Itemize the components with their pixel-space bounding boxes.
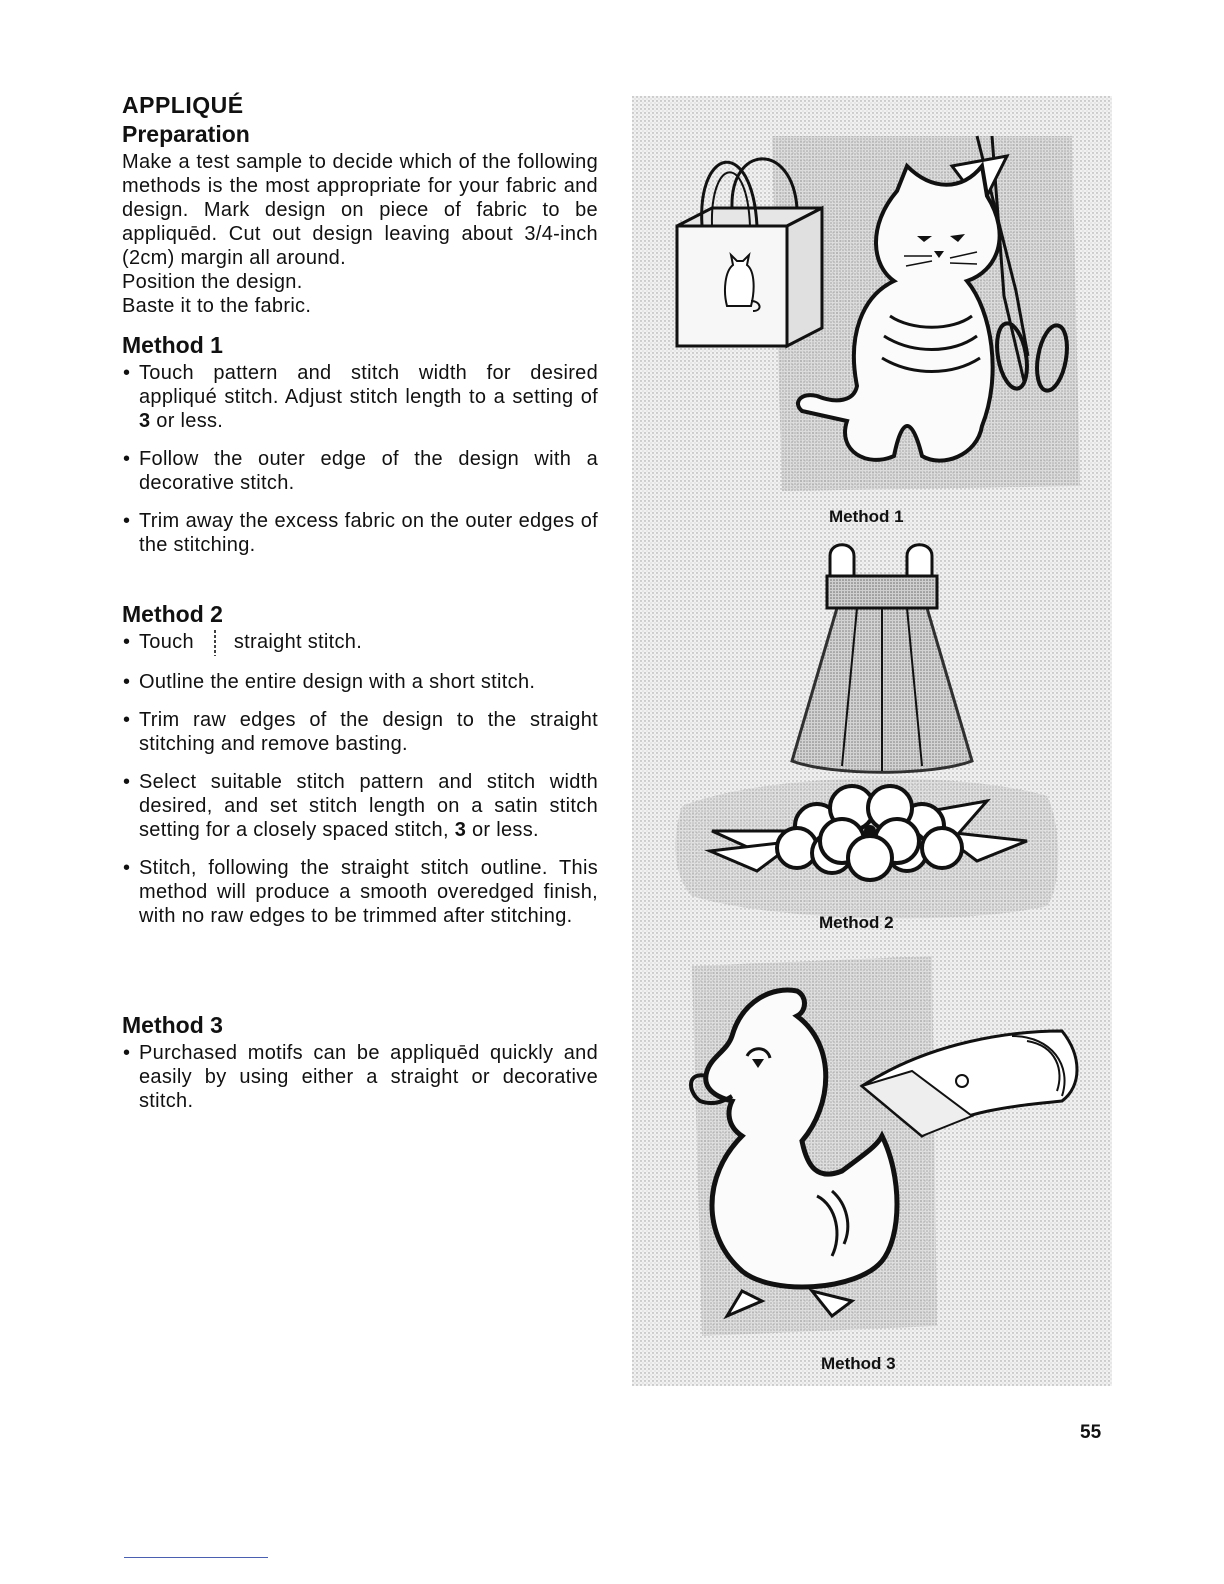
preparation-line-position: Position the design.: [122, 271, 303, 293]
method1-bullet-1-tail: or less.: [150, 410, 224, 432]
applique-illustrations: [632, 96, 1112, 1386]
method2-bullet-4-text: Select suitable stitch pattern and stitch width desired, and set stitch length on a satin stitch setting for a closely spaced stitch,: [139, 771, 598, 841]
method1-heading: Method 1: [122, 332, 223, 358]
method3-bullet-1: • Purchased motifs can be appliquēd quickly and easily by using either a straight or decorative stitch.: [122, 1041, 598, 1113]
method1-bullet-1-value: 3: [139, 410, 151, 432]
text-column: [122, 92, 598, 1127]
method1-bullet-1-text: Touch pattern and stitch width for desired appliqué stitch. Adjust stitch length to a setting of: [139, 362, 598, 408]
method2-bullet-4: [122, 770, 598, 842]
method2-caption: Method 2: [819, 913, 894, 932]
method2-bullet-1: [122, 630, 598, 656]
method1-bullet-1: [122, 361, 598, 433]
method2-bullet-5: • Stitch, following the straight stitch outline. This method will produce a smooth overedged finish, with no raw edges to be trimmed after stitching.: [122, 856, 598, 928]
method3-list: [122, 1041, 598, 1113]
method1-bullet-3: • Trim away the excess fabric on the outer edges of the stitching.: [122, 509, 598, 557]
method1-bullet-2: • Follow the outer edge of the design with a decorative stitch.: [122, 447, 598, 495]
method2-bullet-3: • Trim raw edges of the design to the straight stitching and remove basting.: [122, 708, 598, 756]
method2-bullet-1-tail: straight stitch.: [233, 631, 363, 653]
preparation-line-baste: Baste it to the fabric.: [122, 295, 312, 317]
method2-bullet-1-text: Touch: [139, 631, 194, 653]
method2-bullet-4-tail: or less.: [466, 819, 539, 841]
footnote-rule: [124, 1557, 268, 1558]
page-title: APPLIQUÉ: [122, 92, 244, 118]
preparation-body: Make a test sample to decide which of the following methods is the most appropriate for your fabric and design. Mark design on piece of fabric to be appliquēd. Cut out design leaving about 3/4-inch (2cm) margin all around.: [122, 151, 598, 269]
method1-caption: Method 1: [829, 507, 904, 526]
page-number: 55: [1080, 1422, 1102, 1443]
method3-heading: Method 3: [122, 1012, 223, 1038]
method1-list: [122, 361, 598, 557]
preparation-heading: Preparation: [122, 121, 250, 147]
method3-caption: Method 3: [821, 1354, 896, 1373]
straight-stitch-icon: [206, 630, 224, 656]
illustration-panel: [632, 96, 1112, 1386]
method2-bullet-4-value: 3: [454, 819, 467, 841]
method2-list: [122, 630, 598, 928]
method2-bullet-2: • Outline the entire design with a short stitch.: [122, 670, 598, 694]
method2-heading: Method 2: [122, 601, 223, 627]
